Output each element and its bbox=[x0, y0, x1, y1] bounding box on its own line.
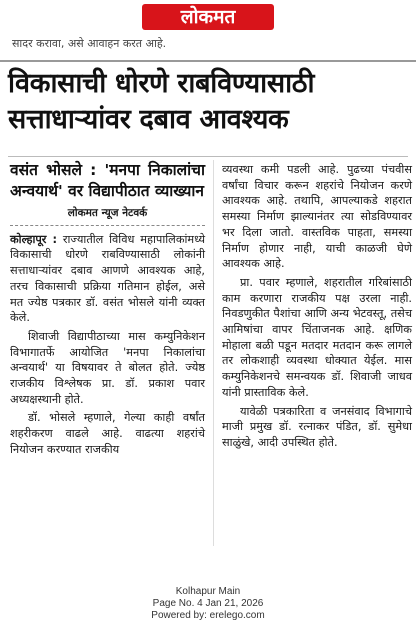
article-paragraph: कोल्हापूर : राज्यातील विविध महापालिकांमध्ये विकासाची धोरणे राबविण्यासाठी लोकांनी सत्ताधाऱ्यांवर दबाव आणणे आवश्यक आहे, तरच विकासाची प्रक्रिया गतिमान होईल, असे मत ज्येष्ठ पत्रकार डॉ. वसंत भोसले यांनी व्यक्त केले. bbox=[10, 232, 205, 325]
article-column-right bbox=[222, 162, 412, 454]
article-paragraph: शिवाजी विद्यापीठाच्या मास कम्युनिकेशन विभागातर्फे आयोजित 'मनपा निकालांचा अन्वयार्थ' या विषयावर ते बोलत होते. ज्येष्ठ राजकीय विश्लेषक प्रा. डॉ. प्रकाश पवार अध्यक्षस्थानी होते. bbox=[10, 329, 205, 406]
article-paragraph: व्यवस्था कमी पडली आहे. पुढच्या पंचवीस वर्षांचा विचार करून शहरांचे नियोजन करणे आवश्यक आहे. तथापि, आपल्याकडे शहरात समस्या निर्माण झाल्यानंतर त्या सोडविण्यावर भर दिला जातो. वास्तविक पाहता, समस्या निर्माण होणार नाही, याची काळजी घेणे आवश्यक आहे. bbox=[222, 163, 412, 271]
article-paragraph: यावेळी पत्रकारिता व जनसंवाद विभागाचे माजी प्रमुख डॉ. रत्नाकर पंडित, डॉ. सुमेधा साळुंखे, आदी उपस्थित होते. bbox=[222, 404, 412, 449]
cut-previous-article-text: सादर करावा, असे आवाहन करत आहे. bbox=[12, 37, 167, 50]
page-footer bbox=[0, 586, 416, 622]
article-paragraph: प्रा. पवार म्हणाले, शहरातील गरिबांसाठी काम करणारा राजकीय पक्ष उरला नाही. निवडणुकीत पैशांचा आणि अन्य भेटवस्तू, तसेच आमिषांचा वापर चिंताजनक आहे. क्षणिक मोहाला बळी पडून मतदार मतदान करू लागले तर लोकशाही व्यवस्था धोक्यात येईल. मास कम्युनिकेशनचे समन्वयक डॉ. शिवाजी जाधव यांनी प्रास्ताविक केले. bbox=[222, 275, 412, 399]
article-paragraph: डॉ. भोसले म्हणाले, गेल्या काही वर्षांत शहरीकरण वाढले आहे. वाढत्या शहरांचे नियोजन करण्यात राजकीय bbox=[10, 411, 205, 456]
headline-rule bbox=[8, 156, 408, 157]
article-headline bbox=[8, 66, 408, 138]
footer-page-date: Page No. 4 Jan 21, 2026 bbox=[152, 598, 264, 609]
article-dateline: कोल्हापूर : bbox=[10, 232, 58, 246]
masthead-divider bbox=[0, 60, 416, 62]
footer-powered-by: Powered by: erelego.com bbox=[151, 610, 265, 621]
headline-line-2: सत्ताधाऱ्यांवर दबाव आवश्यक bbox=[8, 104, 289, 135]
column-divider bbox=[213, 160, 214, 546]
article-byline: लोकमत न्यूज नेटवर्क bbox=[10, 206, 205, 226]
article-column-left bbox=[10, 160, 205, 461]
headline-line-1: विकासाची धोरणे राबविण्यासाठी bbox=[8, 68, 315, 99]
newspaper-logo: लोकमत bbox=[142, 4, 274, 30]
footer-edition: Kolhapur Main bbox=[175, 586, 241, 597]
article-subheadline: वसंत भोसले : 'मनपा निकालांचा अन्वयार्थ' वर विद्यापीठात व्याख्यान bbox=[10, 161, 205, 200]
masthead bbox=[0, 0, 416, 60]
